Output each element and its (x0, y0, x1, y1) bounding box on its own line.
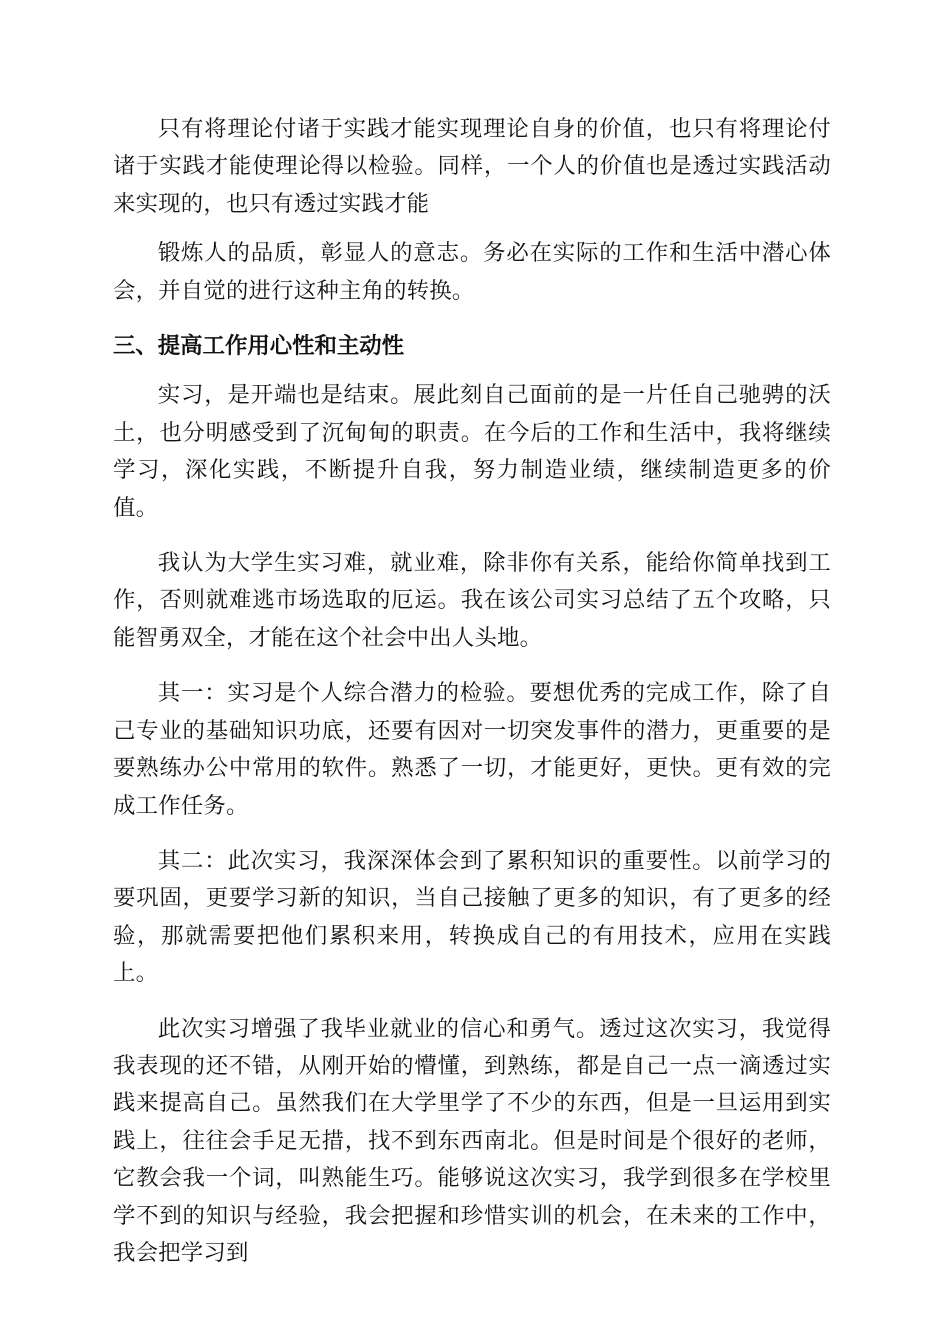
paragraph-employment-difficulty: 我认为大学生实习难，就业难，除非你有关系，能给你简单找到工作，否则就难逃市场选取的厄运。我在该公司实习总结了五个攻略，只能智勇双全，才能在这个社会中出人头地。 (113, 550, 831, 651)
paragraph-confidence-courage: 此次实习增强了我毕业就业的信心和勇气。透过这次实习，我觉得我表现的还不错，从刚开始的懵懂，到熟练，都是自己一点一滴透过实践来提高自己。虽然我们在大学里学了不少的东西，但是一旦运用到实践上，往往会手足无措，找不到东西南北。但是时间是个很好的老师，它教会我一个词，叫熟能生巧。能够说这次实习，我学到很多在学校里学不到的知识与经验，我会把握和珍惜实训的机会，在未来的工作中，我会把学习到 (113, 1015, 831, 1266)
document-body (113, 111, 831, 1290)
paragraph-character-will: 锻炼人的品质，彰显人的意志。务必在实际的工作和生活中潜心体会，并自觉的进行这种主角的转换。 (113, 240, 831, 304)
paragraph-theory-practice: 只有将理论付诸于实践才能实现理论自身的价值，也只有将理论付诸于实践才能使理论得以检验。同样，一个人的价值也是透过实践活动来实现的，也只有透过实践才能 (113, 116, 831, 217)
paragraph-point-two: 其二：此次实习，我深深体会到了累积知识的重要性。以前学习的要巩固，更要学习新的知识，当自己接触了更多的知识，有了更多的经验，那就需要把他们累积来用，转换成自己的有用技术，应用在实践上。 (113, 847, 831, 987)
paragraph-point-one: 其一：实习是个人综合潜力的检验。要想优秀的完成工作，除了自己专业的基础知识功底，还要有因对一切突发事件的潜力，更重要的是要熟练办公中常用的软件。熟悉了一切，才能更好，更快。更有效的完成工作任务。 (113, 680, 831, 819)
section-heading: 三、提高工作用心性和主动性 (113, 333, 405, 360)
paragraph-internship-start-end: 实习，是开端也是结束。展此刻自己面前的是一片任自己驰骋的沃土，也分明感受到了沉甸甸的职责。在今后的工作和生活中，我将继续学习，深化实践，不断提升自我，努力制造业绩，继续制造更多的价值。 (113, 382, 831, 521)
